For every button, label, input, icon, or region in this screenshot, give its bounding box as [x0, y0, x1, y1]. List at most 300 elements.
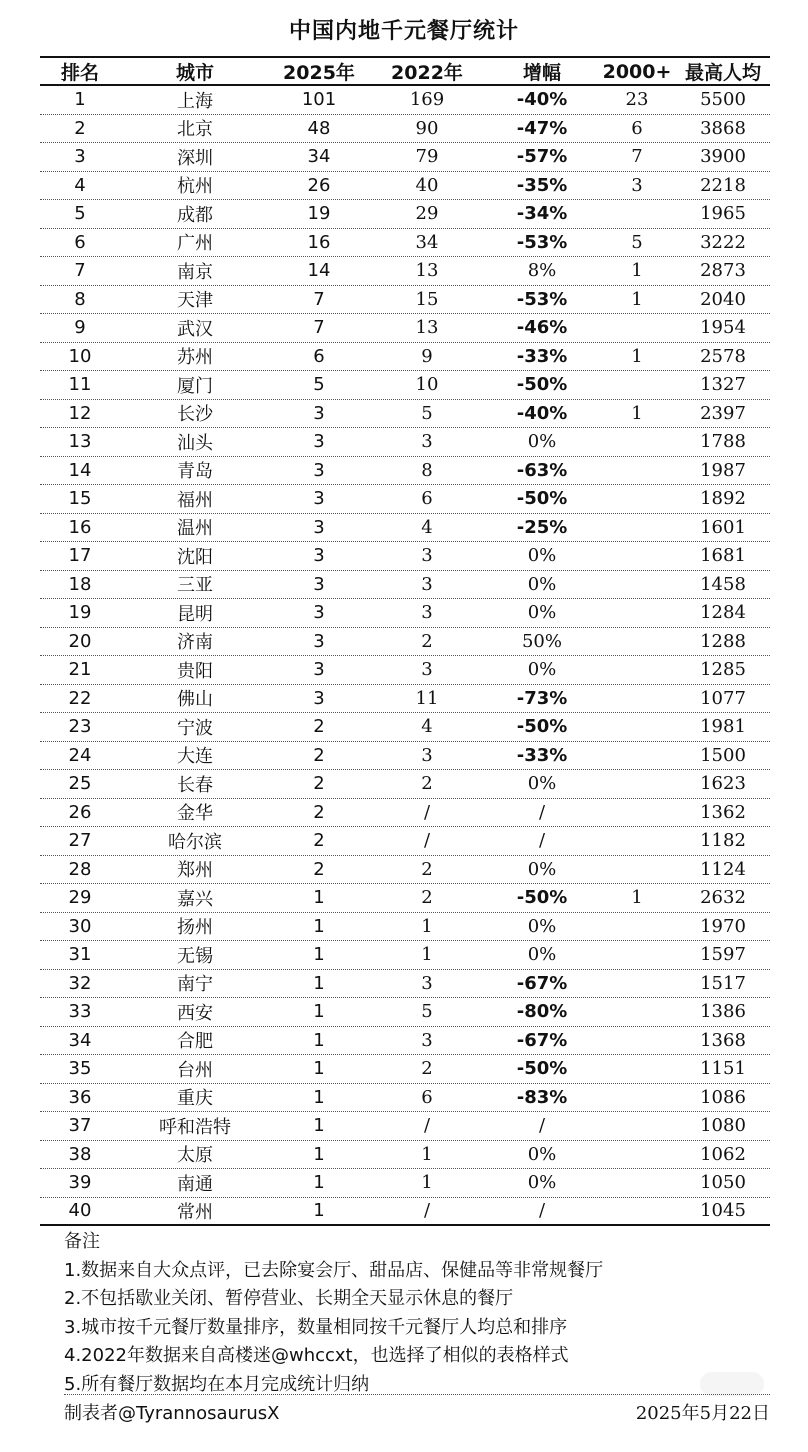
cell-2025: 26: [307, 174, 331, 196]
cell-city: 杭州: [177, 176, 213, 198]
cell-top-price: 1124: [700, 858, 746, 880]
cell-top-price: 1151: [700, 1058, 746, 1080]
cell-change: /: [538, 830, 546, 852]
cell-rank: 3: [74, 146, 86, 168]
cell-2022: 2: [421, 887, 433, 909]
cell-rank: 8: [74, 288, 86, 310]
cell-2025: 1: [313, 1200, 325, 1222]
table-row: [40, 884, 770, 913]
cell-city: 昆明: [177, 603, 213, 625]
cell-2022: 79: [415, 146, 439, 168]
cell-change: -46%: [516, 317, 568, 339]
table-row: [40, 457, 770, 486]
cell-city: 武汉: [177, 318, 213, 340]
cell-2022: 2: [421, 773, 433, 795]
cell-change: 0%: [527, 944, 557, 966]
cell-2000plus: 1: [631, 402, 643, 424]
cell-2022: 5: [421, 402, 433, 424]
cell-2022: /: [423, 1200, 431, 1222]
cell-2000plus: [598, 856, 676, 884]
cell-2025: 5: [313, 374, 325, 396]
cell-city: 广州: [177, 233, 213, 255]
note-item: 5.所有餐厅数据均在本月完成统计归纳: [64, 1373, 370, 1395]
cell-2025: 1: [313, 972, 325, 994]
table-row: [40, 998, 770, 1027]
cell-top-price: 5500: [700, 89, 746, 111]
cell-2000plus: [598, 685, 676, 713]
cell-rank: 7: [74, 260, 86, 282]
cell-2000plus: [598, 542, 676, 570]
cell-city: 三亚: [177, 575, 213, 597]
cell-change: -33%: [516, 345, 568, 367]
cell-city: 济南: [177, 632, 213, 654]
cell-city: 汕头: [177, 432, 213, 454]
cell-city: 佛山: [177, 689, 213, 711]
cell-top-price: 1788: [700, 431, 746, 453]
cell-city: 无锡: [177, 945, 213, 967]
cell-top-price: 2578: [700, 345, 746, 367]
cell-rank: 19: [68, 602, 92, 624]
table-row: [40, 514, 770, 543]
cell-rank: 27: [68, 830, 92, 852]
cell-rank: 33: [68, 1001, 92, 1023]
cell-2022: 2: [421, 1058, 433, 1080]
cell-2022: 3: [421, 602, 433, 624]
cell-change: -47%: [516, 117, 568, 139]
cell-2025: 1: [313, 915, 325, 937]
cell-2000plus: 1: [631, 887, 643, 909]
table-row: [40, 200, 770, 229]
cell-top-price: 1045: [700, 1200, 746, 1222]
cell-top-price: 2040: [700, 288, 746, 310]
cell-city: 北京: [177, 119, 213, 141]
cell-top-price: 1288: [700, 630, 746, 652]
cell-top-price: 1517: [700, 972, 746, 994]
cell-2025: 48: [307, 117, 331, 139]
table-row: [40, 770, 770, 799]
cell-rank: 11: [68, 374, 92, 396]
cell-2000plus: [598, 1169, 676, 1197]
table-row: [40, 713, 770, 742]
cell-2000plus: [598, 314, 676, 342]
cell-2022: 3: [421, 545, 433, 567]
cell-2022: 13: [415, 260, 439, 282]
cell-2025: 7: [313, 317, 325, 339]
cell-rank: 34: [68, 1029, 92, 1051]
cell-change: -53%: [516, 231, 568, 253]
cell-2025: 3: [313, 488, 325, 510]
cell-city: 合肥: [177, 1031, 213, 1053]
cell-top-price: 1080: [700, 1115, 746, 1137]
cell-rank: 28: [68, 858, 92, 880]
header-change: 增幅: [522, 62, 561, 84]
cell-2022: 1: [421, 1172, 433, 1194]
table-row: [40, 1027, 770, 1056]
cell-change: /: [538, 801, 546, 823]
cell-change: -73%: [516, 687, 568, 709]
cell-2000plus: [598, 1198, 676, 1225]
cell-city: 嘉兴: [177, 888, 213, 910]
footer: [64, 1394, 770, 1427]
cell-2025: 1: [313, 1001, 325, 1023]
publish-date: 2025年5月22日: [635, 1403, 770, 1424]
cell-2000plus: [598, 628, 676, 656]
cell-2025: 3: [313, 630, 325, 652]
cell-2022: 40: [415, 174, 439, 196]
cell-city: 大连: [177, 746, 213, 768]
cell-city: 扬州: [177, 917, 213, 939]
cell-rank: 30: [68, 915, 92, 937]
cell-change: 0%: [527, 915, 557, 937]
cell-top-price: 2632: [700, 887, 746, 909]
table-row: [40, 172, 770, 201]
cell-rank: 36: [68, 1086, 92, 1108]
cell-rank: 31: [68, 944, 92, 966]
cell-2000plus: 23: [625, 89, 649, 111]
cell-city: 福州: [177, 489, 213, 511]
cell-city: 青岛: [177, 461, 213, 483]
cell-top-price: 1681: [700, 545, 746, 567]
cell-2000plus: [598, 485, 676, 513]
cell-top-price: 1285: [700, 659, 746, 681]
cell-2022: 1: [421, 944, 433, 966]
notes-section: [64, 1228, 764, 1399]
cell-2000plus: 7: [631, 146, 643, 168]
cell-2022: 3: [421, 744, 433, 766]
cell-city: 重庆: [177, 1088, 213, 1110]
cell-2022: 11: [415, 687, 439, 709]
cell-change: 50%: [521, 630, 562, 652]
cell-change: 0%: [527, 602, 557, 624]
cell-2022: 3: [421, 573, 433, 595]
cell-2022: /: [423, 801, 431, 823]
cell-change: -25%: [516, 516, 568, 538]
table-row: [40, 827, 770, 856]
cell-2000plus: 1: [631, 260, 643, 282]
cell-2025: 101: [301, 89, 337, 111]
cell-2022: /: [423, 830, 431, 852]
cell-2022: 6: [421, 488, 433, 510]
cell-2025: 3: [313, 659, 325, 681]
cell-2025: 3: [313, 545, 325, 567]
cell-top-price: 1362: [700, 801, 746, 823]
cell-change: 8%: [527, 260, 557, 282]
cell-change: -63%: [516, 459, 568, 481]
cell-2000plus: [598, 656, 676, 684]
cell-top-price: 1970: [700, 915, 746, 937]
cell-2000plus: 3: [631, 174, 643, 196]
header-2022: 2022年: [391, 62, 463, 84]
cell-2000plus: [598, 371, 676, 399]
cell-change: 0%: [527, 773, 557, 795]
table-row: [40, 1112, 770, 1141]
cell-top-price: 1182: [700, 830, 746, 852]
cell-city: 上海: [177, 90, 213, 112]
cell-2000plus: [598, 799, 676, 827]
cell-top-price: 1284: [700, 602, 746, 624]
header-2025: 2025年: [283, 62, 355, 84]
cell-rank: 26: [68, 801, 92, 823]
cell-top-price: 1981: [700, 716, 746, 738]
cell-rank: 12: [68, 402, 92, 424]
cell-rank: 18: [68, 573, 92, 595]
cell-2025: 14: [307, 260, 331, 282]
cell-city: 南通: [177, 1173, 213, 1195]
cell-city: 深圳: [177, 147, 213, 169]
table-row: [40, 941, 770, 970]
cell-2022: 34: [415, 231, 439, 253]
cell-2022: /: [423, 1115, 431, 1137]
cell-2000plus: [598, 998, 676, 1026]
cell-city: 厦门: [177, 375, 213, 397]
table-row: [40, 371, 770, 400]
cell-2025: 1: [313, 1143, 325, 1165]
cell-2022: 10: [415, 374, 439, 396]
table-row: [40, 86, 770, 115]
table-row: [40, 1141, 770, 1170]
table-row: [40, 428, 770, 457]
cell-2022: 5: [421, 1001, 433, 1023]
cell-2022: 9: [421, 345, 433, 367]
cell-rank: 23: [68, 716, 92, 738]
cell-2022: 4: [421, 516, 433, 538]
cell-2022: 13: [415, 317, 439, 339]
cell-2000plus: [598, 1112, 676, 1140]
cell-rank: 38: [68, 1143, 92, 1165]
table-row: [40, 1169, 770, 1198]
cell-city: 南京: [177, 261, 213, 283]
cell-2025: 1: [313, 1058, 325, 1080]
table-row: [40, 1055, 770, 1084]
cell-2000plus: [598, 457, 676, 485]
table-row: [40, 628, 770, 657]
cell-2022: 4: [421, 716, 433, 738]
cell-2022: 2: [421, 630, 433, 652]
cell-rank: 9: [74, 317, 86, 339]
note-item: 1.数据来自大众点评，已去除宴会厅、甜品店、保健品等非常规餐厅: [64, 1259, 604, 1281]
cell-change: -35%: [516, 174, 568, 196]
author-credit: 制表者@TyrannosaurusX: [64, 1403, 280, 1424]
cell-change: 0%: [527, 1172, 557, 1194]
cell-change: 0%: [527, 431, 557, 453]
cell-change: -50%: [516, 374, 568, 396]
cell-top-price: 1500: [700, 744, 746, 766]
cell-2022: 1: [421, 915, 433, 937]
cell-2000plus: [598, 1141, 676, 1169]
table-row: [40, 571, 770, 600]
watermark-badge: [700, 1372, 764, 1396]
cell-2022: 3: [421, 972, 433, 994]
cell-2025: 1: [313, 887, 325, 909]
cell-2000plus: [598, 742, 676, 770]
header-2000plus: 2000+: [602, 60, 672, 83]
cell-top-price: 3222: [700, 231, 746, 253]
cell-rank: 20: [68, 630, 92, 652]
cell-2025: 34: [307, 146, 331, 168]
cell-top-price: 3900: [700, 146, 746, 168]
cell-top-price: 1623: [700, 773, 746, 795]
cell-rank: 29: [68, 887, 92, 909]
cell-2025: 6: [313, 345, 325, 367]
cell-city: 苏州: [177, 347, 213, 369]
cell-2022: 2: [421, 858, 433, 880]
cell-city: 金华: [177, 803, 213, 825]
table-row: [40, 656, 770, 685]
cell-2025: 7: [313, 288, 325, 310]
cell-rank: 21: [68, 659, 92, 681]
cell-rank: 22: [68, 687, 92, 709]
cell-2000plus: [598, 1055, 676, 1083]
cell-2025: 2: [313, 773, 325, 795]
cell-2000plus: [598, 713, 676, 741]
cell-2025: 3: [313, 459, 325, 481]
cell-rank: 32: [68, 972, 92, 994]
cell-2022: 90: [415, 117, 439, 139]
page-title: 中国内地千元餐厅统计: [288, 19, 519, 44]
cell-city: 台州: [177, 1059, 213, 1081]
cell-top-price: 2218: [700, 174, 746, 196]
cell-change: -50%: [516, 716, 568, 738]
cell-top-price: 1965: [700, 203, 746, 225]
cell-rank: 25: [68, 773, 92, 795]
cell-2000plus: [598, 428, 676, 456]
cell-change: -67%: [516, 972, 568, 994]
cell-rank: 40: [68, 1200, 92, 1222]
cell-top-price: 1386: [700, 1001, 746, 1023]
cell-city: 长春: [177, 774, 213, 796]
cell-2025: 3: [313, 402, 325, 424]
cell-top-price: 1062: [700, 1143, 746, 1165]
table-row: [40, 314, 770, 343]
cell-change: /: [538, 1200, 546, 1222]
cell-2025: 3: [313, 602, 325, 624]
cell-rank: 37: [68, 1115, 92, 1137]
cell-2000plus: 6: [631, 117, 643, 139]
cell-2000plus: [598, 514, 676, 542]
table-row: [40, 229, 770, 258]
cell-top-price: 1601: [700, 516, 746, 538]
cell-rank: 6: [74, 231, 86, 253]
cell-2025: 2: [313, 830, 325, 852]
cell-2022: 29: [415, 203, 439, 225]
table-row: [40, 257, 770, 286]
cell-2000plus: 5: [631, 231, 643, 253]
table-body: [40, 86, 770, 1226]
cell-city: 郑州: [177, 860, 213, 882]
cell-city: 常州: [177, 1201, 213, 1223]
cell-city: 南宁: [177, 974, 213, 996]
cell-change: -40%: [516, 402, 568, 424]
cell-2022: 169: [409, 89, 445, 111]
cell-top-price: 1987: [700, 459, 746, 481]
cell-change: -50%: [516, 488, 568, 510]
cell-city: 温州: [177, 518, 213, 540]
cell-2025: 2: [313, 744, 325, 766]
cell-rank: 13: [68, 431, 92, 453]
cell-2025: 1: [313, 1086, 325, 1108]
cell-rank: 10: [68, 345, 92, 367]
cell-2025: 3: [313, 687, 325, 709]
cell-top-price: 1327: [700, 374, 746, 396]
cell-2000plus: [598, 1084, 676, 1112]
cell-city: 成都: [177, 204, 213, 226]
cell-top-price: 3868: [700, 117, 746, 139]
cell-2000plus: [598, 200, 676, 228]
restaurant-table: [40, 56, 770, 1226]
cell-rank: 16: [68, 516, 92, 538]
cell-change: -50%: [516, 1058, 568, 1080]
cell-2000plus: [598, 970, 676, 998]
table-row: [40, 542, 770, 571]
cell-change: -67%: [516, 1029, 568, 1051]
table-row: [40, 799, 770, 828]
cell-rank: 4: [74, 174, 86, 196]
cell-2000plus: [598, 1027, 676, 1055]
table-row: [40, 143, 770, 172]
cell-change: -57%: [516, 146, 568, 168]
cell-2025: 2: [313, 801, 325, 823]
cell-change: -53%: [516, 288, 568, 310]
table-row: [40, 485, 770, 514]
cell-rank: 14: [68, 459, 92, 481]
header-city: 城市: [175, 62, 214, 84]
cell-2000plus: [598, 770, 676, 798]
cell-change: -83%: [516, 1086, 568, 1108]
cell-2000plus: 1: [631, 345, 643, 367]
table-row: [40, 685, 770, 714]
cell-rank: 39: [68, 1172, 92, 1194]
table-row: [40, 913, 770, 942]
table-row: [40, 286, 770, 315]
cell-2022: 6: [421, 1086, 433, 1108]
cell-city: 长沙: [177, 404, 213, 426]
cell-2025: 2: [313, 858, 325, 880]
cell-change: -34%: [516, 203, 568, 225]
cell-city: 呼和浩特: [159, 1116, 231, 1138]
table-row: [40, 343, 770, 372]
cell-2022: 3: [421, 1029, 433, 1051]
cell-top-price: 1892: [700, 488, 746, 510]
cell-change: 0%: [527, 1143, 557, 1165]
cell-city: 贵阳: [177, 660, 213, 682]
cell-2022: 15: [415, 288, 439, 310]
cell-rank: 24: [68, 744, 92, 766]
cell-2025: 3: [313, 516, 325, 538]
cell-top-price: 1086: [700, 1086, 746, 1108]
cell-2025: 3: [313, 573, 325, 595]
cell-top-price: 1050: [700, 1172, 746, 1194]
cell-top-price: 1077: [700, 687, 746, 709]
cell-top-price: 1458: [700, 573, 746, 595]
table-row: [40, 1084, 770, 1113]
note-item: 3.城市按千元餐厅数量排序，数量相同按千元餐厅人均总和排序: [64, 1316, 568, 1338]
cell-city: 太原: [177, 1145, 213, 1167]
cell-2025: 1: [313, 1172, 325, 1194]
cell-2022: 3: [421, 659, 433, 681]
cell-2025: 19: [307, 203, 331, 225]
cell-2000plus: [598, 913, 676, 941]
cell-change: -33%: [516, 744, 568, 766]
cell-city: 哈尔滨: [168, 831, 222, 853]
cell-city: 宁波: [177, 717, 213, 739]
note-item: 4.2022年数据来自高楼迷@whccxt，也选择了相似的表格样式: [64, 1345, 569, 1366]
cell-rank: 1: [74, 89, 86, 111]
cell-rank: 35: [68, 1058, 92, 1080]
cell-top-price: 2397: [700, 402, 746, 424]
note-item: 2.不包括歇业关闭、暂停营业、长期全天显示休息的餐厅: [64, 1288, 514, 1309]
header-rank: 排名: [60, 62, 99, 84]
cell-2025: 3: [313, 431, 325, 453]
